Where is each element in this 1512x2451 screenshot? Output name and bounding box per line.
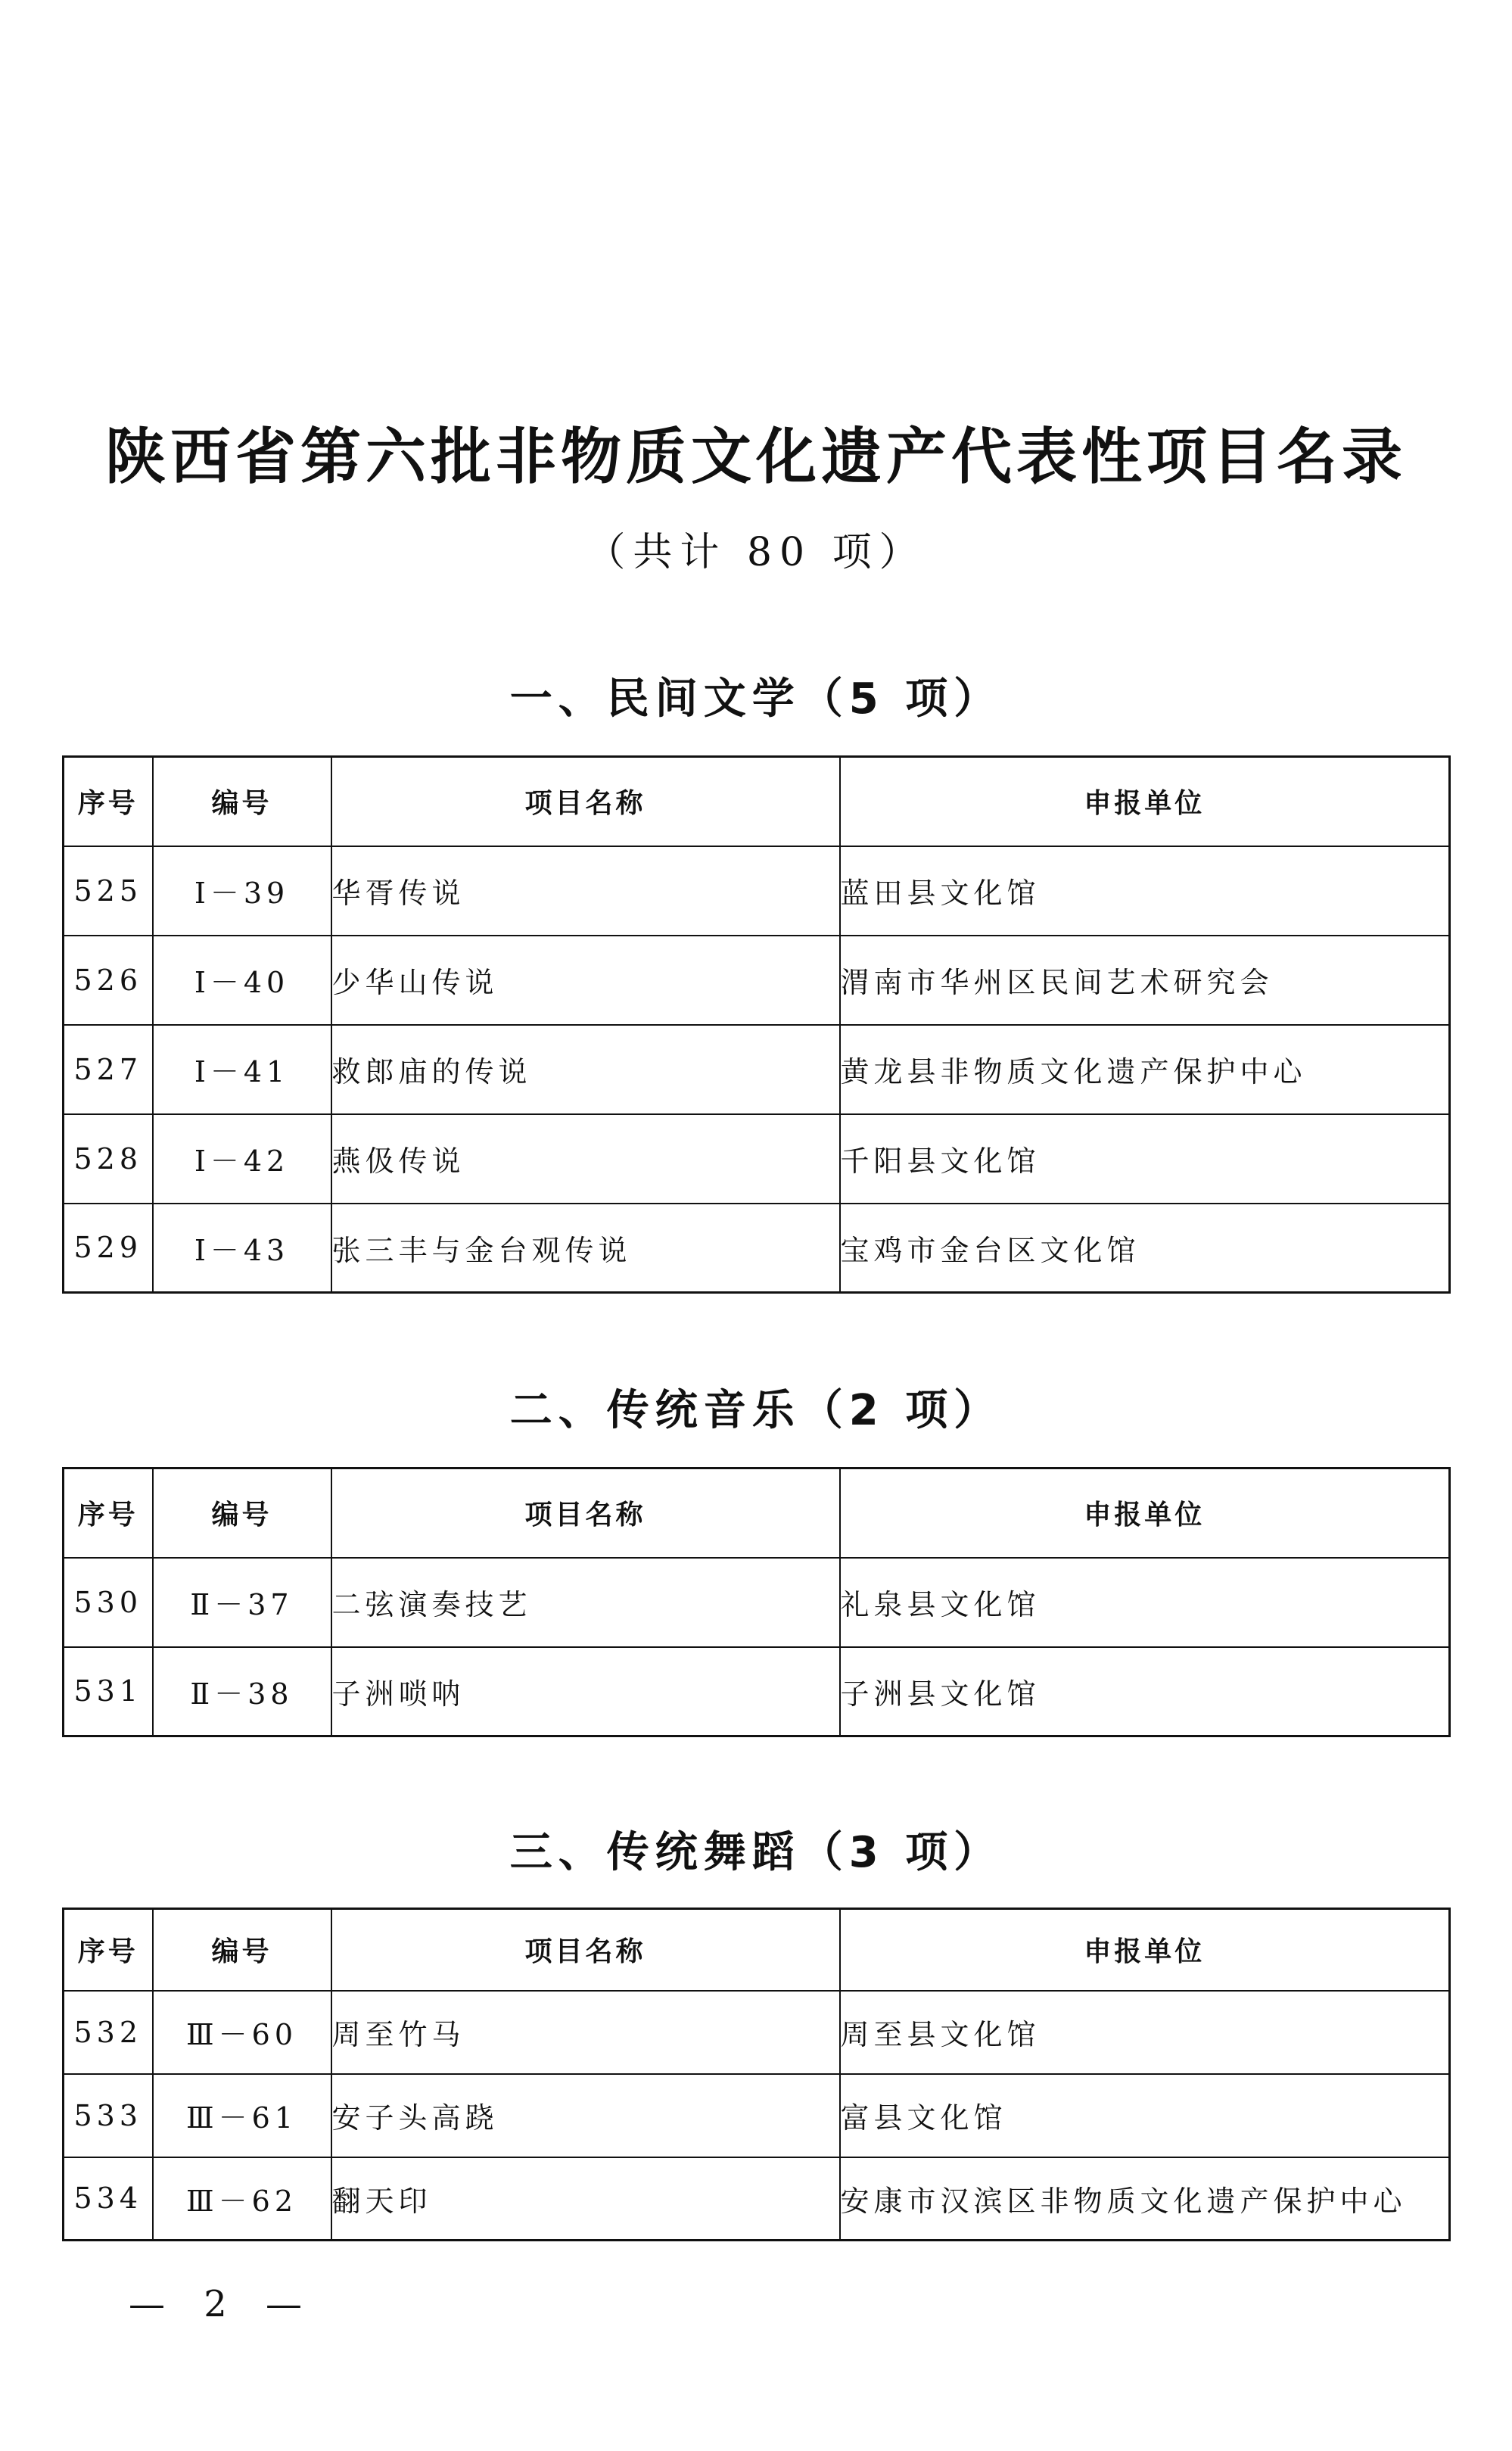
table-row — [64, 936, 1450, 1025]
document-subtitle: （共计 80 项） — [586, 530, 926, 575]
cell-code: Ⅰ－40 — [153, 936, 331, 1025]
cell-name: 救郎庙的传说 — [331, 1025, 840, 1114]
cell-unit: 礼泉县文化馆 — [840, 1558, 1450, 1647]
cell-code: Ⅰ－42 — [153, 1114, 331, 1204]
section-heading: 一、民间文学（5 项） — [509, 674, 1003, 724]
cell-seq: 534 — [64, 2157, 153, 2241]
header-code: 编号 — [153, 1909, 331, 1991]
table-row — [64, 2157, 1450, 2241]
header-name: 项目名称 — [331, 757, 840, 846]
cell-seq: 532 — [64, 1991, 153, 2074]
header-unit: 申报单位 — [840, 1468, 1450, 1558]
header-name: 项目名称 — [331, 1909, 840, 1991]
cell-name: 安子头高跷 — [331, 2074, 840, 2157]
cell-unit: 安康市汉滨区非物质文化遗产保护中心 — [840, 2157, 1450, 2241]
cell-unit: 宝鸡市金台区文化馆 — [840, 1204, 1450, 1293]
section-heading: 二、传统音乐（2 项） — [509, 1386, 1003, 1435]
table-row — [64, 1991, 1450, 2074]
cell-name: 二弦演奏技艺 — [331, 1558, 840, 1647]
table-row — [64, 1204, 1450, 1293]
table-row — [64, 1558, 1450, 1647]
cell-name: 子洲唢呐 — [331, 1647, 840, 1736]
heritage-table — [62, 1467, 1451, 1737]
cell-seq: 527 — [64, 1025, 153, 1114]
cell-unit: 黄龙县非物质文化遗产保护中心 — [840, 1025, 1450, 1114]
table-row — [64, 2074, 1450, 2157]
table-row — [64, 1025, 1450, 1114]
cell-code: Ⅲ－61 — [153, 2074, 331, 2157]
cell-unit: 千阳县文化馆 — [840, 1114, 1450, 1204]
header-seq: 序号 — [64, 1468, 153, 1558]
heritage-table — [62, 755, 1451, 1294]
table-header-row — [64, 1468, 1450, 1558]
cell-seq: 525 — [64, 846, 153, 936]
table-header-row — [64, 757, 1450, 846]
header-seq: 序号 — [64, 757, 153, 846]
cell-code: Ⅰ－39 — [153, 846, 331, 936]
cell-unit: 周至县文化馆 — [840, 1991, 1450, 2074]
page-number: — 2 — — [129, 2283, 316, 2325]
header-unit: 申报单位 — [840, 757, 1450, 846]
header-unit: 申报单位 — [840, 1909, 1450, 1991]
header-name: 项目名称 — [331, 1468, 840, 1558]
table-row — [64, 846, 1450, 936]
cell-code: Ⅲ－62 — [153, 2157, 331, 2241]
table-header-row — [64, 1909, 1450, 1991]
header-code: 编号 — [153, 757, 331, 846]
cell-name: 周至竹马 — [331, 1991, 840, 2074]
cell-code: Ⅰ－41 — [153, 1025, 331, 1114]
cell-seq: 533 — [64, 2074, 153, 2157]
header-seq: 序号 — [64, 1909, 153, 1991]
cell-name: 张三丰与金台观传说 — [331, 1204, 840, 1293]
table-row — [64, 1647, 1450, 1736]
cell-seq: 530 — [64, 1558, 153, 1647]
cell-code: Ⅱ－37 — [153, 1558, 331, 1647]
cell-seq: 529 — [64, 1204, 153, 1293]
cell-name: 华胥传说 — [331, 846, 840, 936]
cell-unit: 蓝田县文化馆 — [840, 846, 1450, 936]
section-heading: 三、传统舞蹈（3 项） — [509, 1828, 1003, 1877]
cell-seq: 531 — [64, 1647, 153, 1736]
cell-seq: 526 — [64, 936, 153, 1025]
cell-code: Ⅱ－38 — [153, 1647, 331, 1736]
cell-unit: 富县文化馆 — [840, 2074, 1450, 2157]
table-row — [64, 1114, 1450, 1204]
header-code: 编号 — [153, 1468, 331, 1558]
cell-code: Ⅲ－60 — [153, 1991, 331, 2074]
cell-name: 翻天印 — [331, 2157, 840, 2241]
cell-unit: 渭南市华州区民间艺术研究会 — [840, 936, 1450, 1025]
cell-name: 燕伋传说 — [331, 1114, 840, 1204]
cell-name: 少华山传说 — [331, 936, 840, 1025]
cell-code: Ⅰ－43 — [153, 1204, 331, 1293]
cell-unit: 子洲县文化馆 — [840, 1647, 1450, 1736]
cell-seq: 528 — [64, 1114, 153, 1204]
document-title: 陕西省第六批非物质文化遗产代表性项目名录 — [105, 422, 1407, 492]
heritage-table — [62, 1908, 1451, 2241]
